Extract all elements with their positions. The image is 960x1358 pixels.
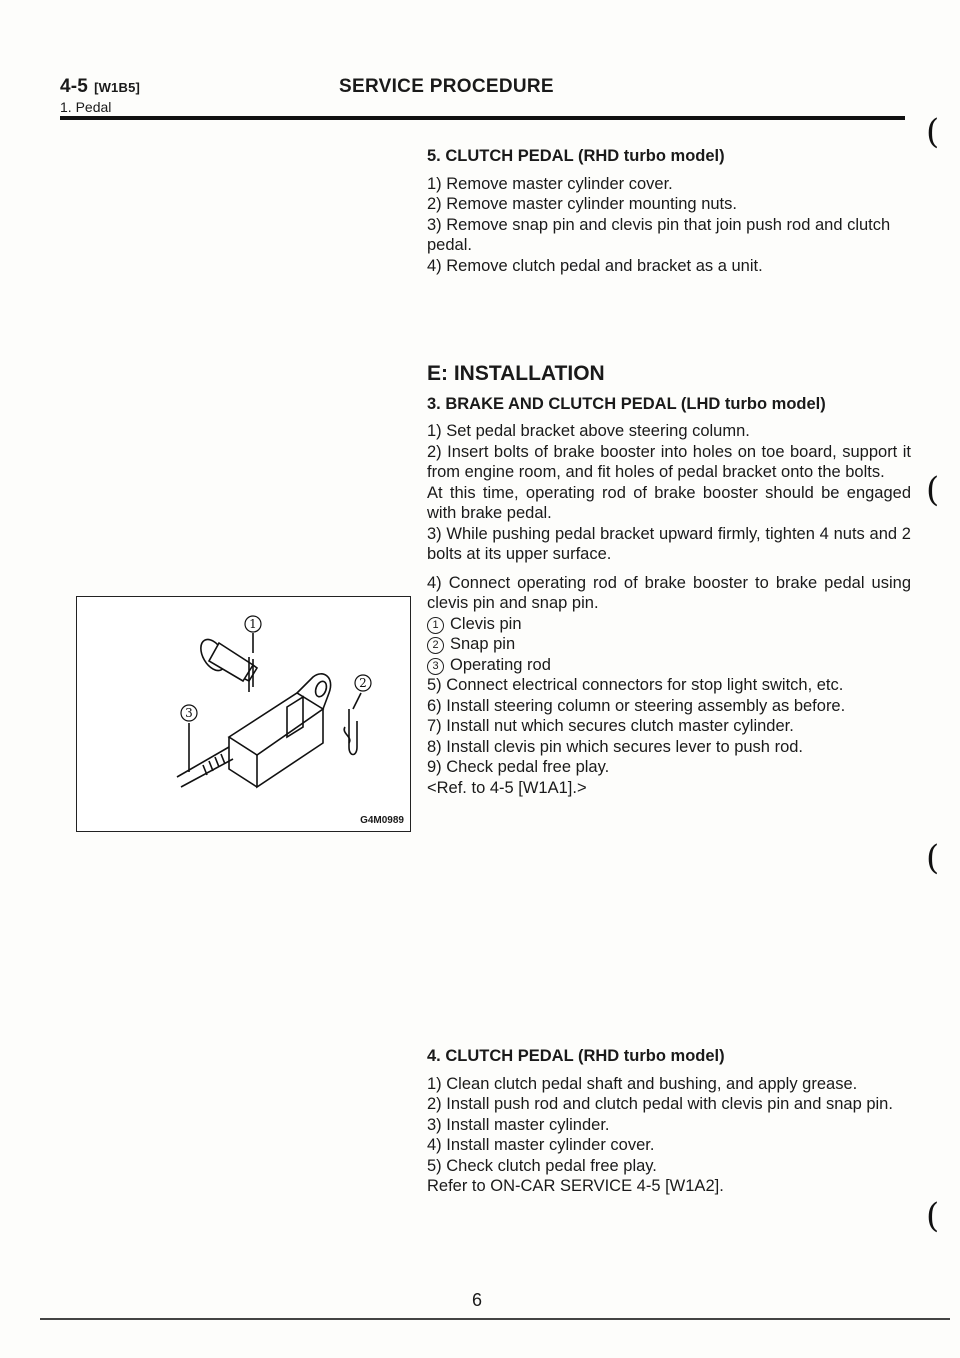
- callout-badge: 3: [427, 658, 444, 675]
- subsection-title: 1. Pedal: [60, 99, 112, 115]
- header-divider: [60, 116, 905, 120]
- footer-divider: [40, 1318, 950, 1320]
- install-step: 8) Install clevis pin which secures lever to push rod.: [427, 737, 804, 756]
- installation-section: [427, 364, 911, 798]
- installation-heading: E: INSTALLATION: [427, 362, 605, 385]
- removal-step: 1) Remove master cylinder cover.: [427, 174, 673, 193]
- page-title: SERVICE PROCEDURE: [339, 76, 554, 97]
- binding-mark: (: [926, 838, 940, 878]
- install-step: 2) Insert bolts of brake booster into holes on toe board, support it from engine room, and fit holes of pedal bracket onto the bolts.: [427, 442, 911, 481]
- reference-note: Refer to ON-CAR SERVICE 4-5 [W1A2].: [427, 1177, 724, 1195]
- install-step: 4) Connect operating rod of brake booster to brake pedal using clevis pin and snap pin.: [427, 573, 911, 612]
- install-step: 5) Check clutch pedal free play.: [427, 1156, 657, 1175]
- section-code: [W1B5]: [94, 80, 141, 95]
- figure-callout-3: 3: [185, 706, 193, 720]
- clevis-assembly-illustration: [77, 597, 410, 831]
- page-number: 6: [472, 1290, 483, 1310]
- install-step: 1) Clean clutch pedal shaft and bushing, and apply grease.: [427, 1074, 858, 1093]
- callout-badge: 2: [427, 637, 444, 654]
- removal-step: 4) Remove clutch pedal and bracket as a unit.: [427, 256, 763, 275]
- section-number: [60, 76, 140, 98]
- install-step: 2) Install push rod and clutch pedal with clevis pin and snap pin.: [427, 1095, 893, 1113]
- install-step: 1) Set pedal bracket above steering column.: [427, 422, 750, 440]
- install-step: 3) Install master cylinder.: [427, 1115, 610, 1134]
- removal-step: 2) Remove master cylinder mounting nuts.: [427, 195, 737, 213]
- install-note: At this time, operating rod of brake booster should be engaged with brake pedal.: [427, 483, 911, 522]
- legend-item: [427, 614, 911, 635]
- legend-label: Clevis pin: [450, 614, 522, 633]
- reference-note: <Ref. to 4-5 [W1A1].>: [427, 778, 587, 797]
- removal-step: 3) Remove snap pin and clevis pin that join push rod and clutch pedal.: [427, 215, 891, 254]
- binding-mark: (: [926, 1196, 940, 1236]
- install-step: 9) Check pedal free play.: [427, 758, 610, 776]
- install-step: 4) Install master cylinder cover.: [427, 1136, 655, 1154]
- callout-badge: 1: [427, 617, 444, 634]
- install-step: 5) Connect electrical connectors for stop light switch, etc.: [427, 676, 844, 694]
- binding-mark: (: [926, 470, 940, 510]
- legend-label: Snap pin: [450, 635, 516, 653]
- section-number-text: 4-5: [60, 76, 89, 97]
- figure-callout-1: 1: [249, 617, 257, 631]
- figure-callout-2: 2: [359, 676, 367, 690]
- install-step: 6) Install steering column or steering assembly as before.: [427, 696, 846, 715]
- figure-code: G4M0989: [360, 815, 404, 826]
- install-step: 3) While pushing pedal bracket upward firmly, tighten 4 nuts and 2 bolts at its upper surface.: [427, 524, 911, 563]
- binding-mark: (: [926, 112, 940, 152]
- brake-clutch-heading: 3. BRAKE AND CLUTCH PEDAL (LHD turbo model): [427, 394, 826, 413]
- legend-item: [427, 655, 911, 676]
- legend-label: Operating rod: [450, 655, 551, 674]
- removal-heading: 5. CLUTCH PEDAL (RHD turbo model): [427, 147, 725, 165]
- install-step: 7) Install nut which secures clutch master cylinder.: [427, 717, 794, 735]
- removal-section: [427, 146, 911, 276]
- clevis-pin-figure: [76, 596, 411, 832]
- legend-item: [427, 634, 911, 655]
- clutch-install-heading: 4. CLUTCH PEDAL (RHD turbo model): [427, 1047, 725, 1065]
- clutch-install-section: [427, 1046, 911, 1197]
